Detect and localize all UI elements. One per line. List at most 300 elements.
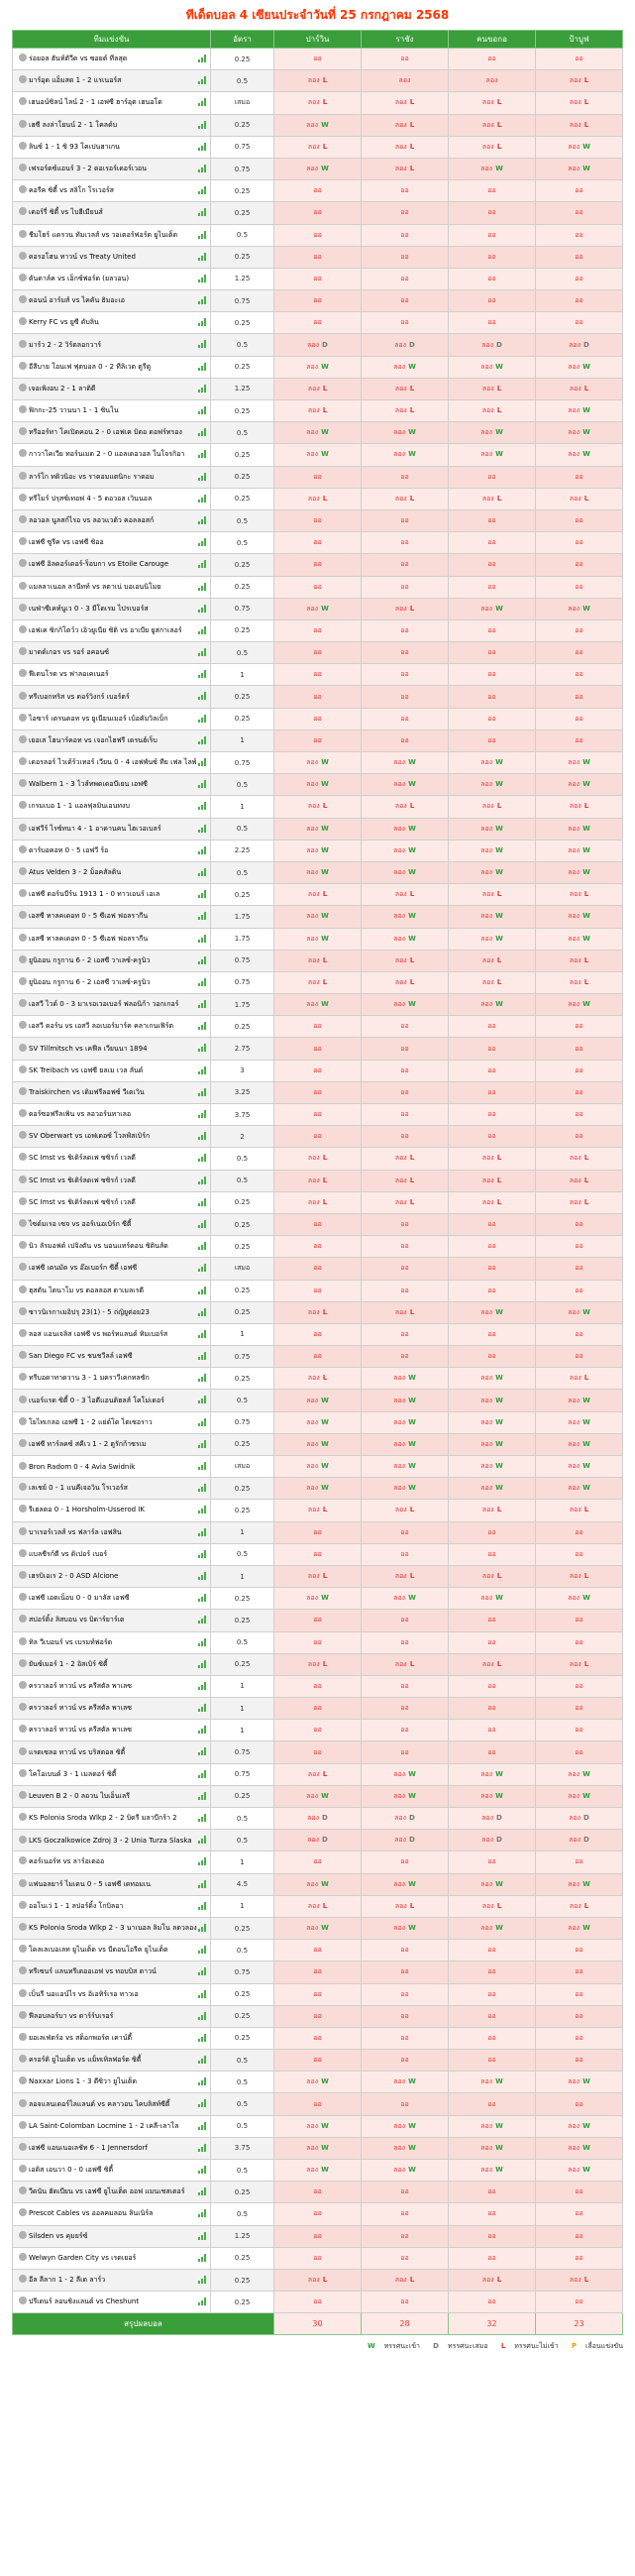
table-row xyxy=(13,576,623,598)
tipster-pick-cell xyxy=(274,1521,362,1543)
pick-result-badge: W xyxy=(321,1924,329,1933)
tipster-pick-cell xyxy=(362,1478,449,1500)
tipster-pick-cell xyxy=(449,1785,536,1807)
pick-text: ออ xyxy=(575,2231,583,2240)
tipster-pick-cell xyxy=(362,708,449,729)
pick-text: ลอง xyxy=(569,1572,582,1581)
tipster-pick-cell xyxy=(274,2115,362,2137)
team-logo-icon xyxy=(19,977,27,985)
table-row xyxy=(13,400,623,422)
tipster-pick-cell xyxy=(536,2005,623,2027)
tipster-pick-cell xyxy=(274,1851,362,1873)
match-cell xyxy=(13,444,211,466)
team-logo-icon xyxy=(19,1593,27,1601)
pick-result-badge: D xyxy=(322,340,328,349)
pick-text: ออ xyxy=(487,186,496,195)
tipster-pick-cell xyxy=(536,2182,623,2203)
tipster-pick-cell xyxy=(449,2115,536,2137)
pick-text: ออ xyxy=(400,1110,409,1119)
tipster-pick-cell xyxy=(449,49,536,70)
tipster-pick-cell xyxy=(362,1433,449,1455)
pick-result-badge: L xyxy=(583,1659,589,1668)
match-cell xyxy=(13,488,211,509)
tipster-pick-cell xyxy=(274,422,362,444)
pick-text: ออ xyxy=(487,1747,496,1756)
signal-bars-icon xyxy=(198,868,206,876)
match-name: เอสวี ดอร์น vs เอสวี ลอเบอร์มาร์ค คลาเกนเฟิร์ต xyxy=(29,1022,174,1031)
match-name: Naxxar Lions 1 - 3 ดีซิวา ยูไนเต็ด xyxy=(29,2077,138,2086)
tipster-pick-cell xyxy=(274,532,362,554)
pick-text: ลอง xyxy=(569,1197,582,1206)
pick-result-badge: W xyxy=(495,428,503,437)
tipster-pick-cell xyxy=(449,1280,536,1301)
pick-text: ออ xyxy=(313,186,322,195)
pick-text: ลอง xyxy=(394,802,407,811)
signal-bars-icon xyxy=(198,275,206,282)
pick-text: ลอง xyxy=(481,1836,494,1845)
signal-bars-icon xyxy=(198,2012,206,2020)
tipster-pick-cell xyxy=(536,1983,623,2005)
pick-result-badge: W xyxy=(408,1769,416,1778)
pick-text: ออ xyxy=(575,1857,583,1866)
match-cell xyxy=(13,1323,211,1345)
pick-text: ออ xyxy=(575,538,583,547)
pick-text: ลอง xyxy=(307,1769,320,1778)
pick-result-badge: D xyxy=(322,1814,328,1823)
pick-result-badge: W xyxy=(321,912,329,921)
tipster-pick-cell xyxy=(449,1478,536,1500)
pick-text: ลอง xyxy=(393,868,406,877)
match-cell xyxy=(13,1191,211,1213)
pick-text: ลอง xyxy=(307,1506,320,1514)
pick-text: ลอง xyxy=(480,2143,493,2152)
tipster-pick-cell xyxy=(362,1258,449,1280)
tipster-pick-cell xyxy=(362,1698,449,1720)
table-row xyxy=(13,642,623,664)
pick-result-badge: L xyxy=(496,1659,502,1668)
pick-text: ลอง xyxy=(568,604,581,613)
match-name: เจอเพิงอบ 2 - 1 ลาติดี xyxy=(29,384,96,392)
team-logo-icon xyxy=(19,2208,27,2216)
pick-text: ลอง xyxy=(569,98,582,107)
pick-text: ออ xyxy=(575,1132,583,1141)
pick-result-badge: L xyxy=(496,494,502,503)
team-logo-icon xyxy=(19,1263,27,1271)
match-cell xyxy=(13,400,211,422)
pick-text: ลอง xyxy=(568,780,581,789)
match-cell xyxy=(13,1411,211,1433)
pick-result-badge: W xyxy=(408,758,416,767)
match-name: ดอรอโฮน ทาวน์ vs Treaty United xyxy=(29,252,136,261)
tipster-pick-cell xyxy=(274,2203,362,2225)
match-name: แมลลาเนอล ลานีทท์ vs ลตาเน่ บอเอนนิโมย xyxy=(29,582,161,591)
table-row xyxy=(13,884,623,906)
tipster-pick-cell xyxy=(362,1543,449,1565)
tipster-pick-cell xyxy=(274,1016,362,1038)
pick-text: ออ xyxy=(400,208,409,217)
tipster-pick-cell xyxy=(536,1280,623,1301)
pick-result-badge: L xyxy=(496,955,502,964)
table-row xyxy=(13,1016,623,1038)
table-row xyxy=(13,1081,623,1103)
table-row xyxy=(13,1741,623,1763)
tipster-pick-cell xyxy=(449,268,536,289)
table-row xyxy=(13,1851,623,1873)
team-logo-icon xyxy=(19,1901,27,1909)
tipster-pick-cell xyxy=(449,906,536,928)
odds-cell: 0.25 xyxy=(211,1478,274,1500)
pick-text: ลอง xyxy=(394,1197,407,1206)
signal-bars-icon xyxy=(198,1088,206,1096)
odds-cell: 0.5 xyxy=(211,509,274,531)
tipster-pick-cell xyxy=(362,598,449,619)
tipster-pick-cell xyxy=(274,1895,362,1917)
tipster-pick-cell xyxy=(536,774,623,796)
signal-bars-icon xyxy=(198,165,206,172)
odds-cell: 0.5 xyxy=(211,1390,274,1411)
pick-text: ลอง xyxy=(569,977,582,986)
team-logo-icon xyxy=(19,97,27,105)
pick-text: ลอง xyxy=(306,604,319,613)
team-logo-icon xyxy=(19,185,27,193)
odds-cell: 0.5 xyxy=(211,224,274,246)
pick-result-badge: L xyxy=(496,120,502,129)
tipster-pick-cell xyxy=(274,1456,362,1478)
pick-result-badge: W xyxy=(495,912,503,921)
team-logo-icon xyxy=(19,362,27,370)
pick-text: ลอง xyxy=(393,450,406,459)
pick-text: ลอง xyxy=(306,428,319,437)
team-logo-icon xyxy=(19,494,27,502)
pick-text: ออ xyxy=(575,296,583,305)
pick-text: ลอง xyxy=(394,2276,407,2285)
odds-cell: 1 xyxy=(211,664,274,686)
pick-text: ออ xyxy=(487,2011,496,2020)
match-cell xyxy=(13,1565,211,1587)
signal-bars-icon xyxy=(198,208,206,216)
page-title: ทีเด็ดบอล 4 เซียนประจำวันที่ 25 กรกฎาคม 2568 xyxy=(185,8,450,22)
legend xyxy=(12,2341,623,2352)
tipster-pick-cell xyxy=(536,818,623,840)
signal-bars-icon xyxy=(198,406,206,414)
tipster-pick-cell xyxy=(274,1258,362,1280)
pick-text: ลอง xyxy=(307,1659,320,1668)
tipster-pick-cell xyxy=(362,840,449,861)
match-cell xyxy=(13,509,211,531)
pick-result-badge: W xyxy=(408,1000,416,1009)
tipster-pick-cell xyxy=(449,994,536,1016)
tipster-pick-cell xyxy=(536,488,623,509)
team-logo-icon xyxy=(19,1109,27,1117)
pick-text: ลอง xyxy=(480,1462,493,1471)
pick-result-badge: W xyxy=(408,780,416,789)
pick-result-badge: L xyxy=(322,1506,328,1514)
match-name: ดอร์ซอฟรีลเพิน vs ลอวอร์นทาเลอ xyxy=(29,1110,132,1119)
tipster-pick-cell xyxy=(536,158,623,179)
pick-text: ออ xyxy=(313,1857,322,1866)
pick-text: ลอง xyxy=(306,780,319,789)
pick-result-badge: W xyxy=(321,1462,329,1471)
signal-bars-icon xyxy=(198,296,206,304)
pick-text: ออ xyxy=(400,2099,409,2108)
pick-result-badge: W xyxy=(408,2077,416,2086)
tipster-pick-cell xyxy=(274,488,362,509)
tipster-pick-cell xyxy=(274,1478,362,1500)
pick-text: ออ xyxy=(575,2253,583,2262)
pick-text: ลอง xyxy=(393,1791,406,1800)
tipster-pick-cell xyxy=(536,796,623,818)
signal-bars-icon xyxy=(198,1747,206,1755)
match-cell xyxy=(13,224,211,246)
pick-text: ออ xyxy=(313,1637,322,1646)
pick-text: ลอง xyxy=(569,1374,582,1383)
pick-text: ออ xyxy=(400,1616,409,1624)
pick-result-badge: L xyxy=(409,494,415,503)
table-row xyxy=(13,1588,623,1610)
pick-result-badge: W xyxy=(321,1879,329,1888)
pick-result-badge: W xyxy=(321,428,329,437)
tipster-pick-cell xyxy=(274,1940,362,1961)
pick-text: ลอง xyxy=(307,1901,320,1910)
signal-bars-icon xyxy=(198,473,206,481)
match-name: ทรีเบอกทริส vs ดอร์วิงกร์ เบอร์ตร์ xyxy=(29,692,130,701)
match-name: เอฟซี ทาร์ลคซ์ สคีเว 1 - 2 ตูรักก้าซรเม xyxy=(29,1439,147,1448)
tipster-pick-cell xyxy=(536,840,623,861)
pick-text: ลอง xyxy=(307,406,320,415)
pick-text: ออ xyxy=(575,1967,583,1976)
pick-result-badge: W xyxy=(321,1417,329,1426)
tipster-pick-cell xyxy=(536,2027,623,2049)
table-row xyxy=(13,334,623,356)
odds-cell: 1 xyxy=(211,1675,274,1697)
tipster-pick-cell xyxy=(536,576,623,598)
tipster-pick-cell xyxy=(449,2225,536,2247)
pick-result-badge: W xyxy=(408,1439,416,1448)
pick-result-badge: L xyxy=(496,1176,502,1184)
tipster-pick-cell xyxy=(449,202,536,224)
tipster-pick-cell xyxy=(449,1653,536,1675)
pick-result-badge: L xyxy=(496,1901,502,1910)
pick-text: ออ xyxy=(313,296,322,305)
match-cell xyxy=(13,1280,211,1301)
table-row xyxy=(13,466,623,488)
odds-cell: 4.5 xyxy=(211,1873,274,1895)
table-row xyxy=(13,2093,623,2115)
odds-cell: 0.25 xyxy=(211,400,274,422)
pick-text: ลอง xyxy=(568,362,581,371)
team-logo-icon xyxy=(19,1176,27,1183)
pick-text: ลอง xyxy=(569,1154,582,1163)
pick-result-badge: D xyxy=(583,1814,589,1823)
match-cell xyxy=(13,971,211,993)
pick-text: ลอง xyxy=(306,868,319,877)
pick-text: ออ xyxy=(313,2209,322,2218)
table-row xyxy=(13,1346,623,1368)
team-logo-icon xyxy=(19,120,27,128)
pick-result-badge: D xyxy=(409,340,415,349)
pick-text: ออ xyxy=(575,2011,583,2020)
pick-text: ลอง xyxy=(569,1836,582,1845)
summary-total-1: 30 xyxy=(274,2313,362,2335)
pick-result-badge: L xyxy=(409,1307,415,1316)
tipster-pick-cell xyxy=(362,1456,449,1478)
pick-text: ออ xyxy=(400,670,409,679)
tipster-pick-cell xyxy=(449,664,536,686)
tipster-pick-cell xyxy=(362,686,449,708)
pick-result-badge: L xyxy=(322,494,328,503)
tipster-pick-cell xyxy=(274,1675,362,1697)
odds-cell: 0.5 xyxy=(211,2072,274,2093)
pick-text: ออ xyxy=(575,2099,583,2108)
match-cell xyxy=(13,70,211,92)
signal-bars-icon xyxy=(198,1198,206,1206)
odds-cell: 0.25 xyxy=(211,1368,274,1390)
tipster-pick-cell xyxy=(536,2203,623,2225)
tipster-pick-cell xyxy=(536,1411,623,1433)
tipster-pick-cell xyxy=(362,224,449,246)
tipster-pick-cell xyxy=(536,1390,623,1411)
tipster-pick-cell xyxy=(274,378,362,399)
match-name: รีเฮลตอ 0 - 1 Horsholm-Usserod IK xyxy=(29,1506,145,1514)
pick-text: ลอง xyxy=(306,824,319,833)
pick-text: ออ xyxy=(575,2056,583,2065)
match-name: เอฟซี ดอร์นบีร์น 1913 1 - 0 ทาวเอนร์ เอเล xyxy=(29,890,160,899)
match-name: บาเรอร์เวลส์ vs ฟลาร์ล เอฟสิน xyxy=(29,1527,122,1536)
pick-text: ออ xyxy=(313,1704,322,1713)
tipster-pick-cell xyxy=(536,729,623,751)
pick-text: ลอง xyxy=(480,362,493,371)
pick-result-badge: W xyxy=(495,1791,503,1800)
table-row xyxy=(13,1213,623,1235)
match-cell xyxy=(13,1258,211,1280)
pick-result-badge: L xyxy=(322,76,328,85)
pick-result-badge: W xyxy=(582,824,590,833)
pick-result-badge: L xyxy=(496,98,502,107)
signal-bars-icon xyxy=(198,1528,206,1536)
team-logo-icon xyxy=(19,75,27,83)
pick-text: ออ xyxy=(313,1946,322,1955)
pick-text: ลอง xyxy=(393,1374,406,1383)
pick-result-badge: L xyxy=(322,1307,328,1316)
signal-bars-icon xyxy=(198,2232,206,2240)
match-cell xyxy=(13,1060,211,1081)
tipster-pick-cell xyxy=(536,1698,623,1720)
match-cell xyxy=(13,1500,211,1521)
pick-text: ออ xyxy=(487,2231,496,2240)
pick-text: ลอง xyxy=(306,362,319,371)
pick-result-badge: L xyxy=(322,1901,328,1910)
tipster-pick-cell xyxy=(362,1411,449,1433)
pick-text: ออ xyxy=(400,2253,409,2262)
summary-total-4: 23 xyxy=(536,2313,623,2335)
pick-result-badge: L xyxy=(496,1197,502,1206)
tipster-pick-cell xyxy=(362,1323,449,1345)
match-name: มาร์ว 2 - 2 วิร์ตลอกวาร์ xyxy=(29,340,102,349)
pick-result-badge: L xyxy=(409,120,415,129)
match-cell xyxy=(13,576,211,598)
tipster-pick-cell xyxy=(362,1148,449,1170)
odds-cell: เสมอ xyxy=(211,92,274,114)
tipster-pick-cell xyxy=(449,1301,536,1323)
table-row xyxy=(13,488,623,509)
tipster-pick-cell xyxy=(274,971,362,993)
pick-result-badge: L xyxy=(409,1197,415,1206)
tipster-pick-cell xyxy=(362,1081,449,1103)
signal-bars-icon xyxy=(198,1660,206,1668)
pick-text: ลอง xyxy=(568,1000,581,1009)
tipster-pick-cell xyxy=(274,49,362,70)
tipster-pick-cell xyxy=(536,70,623,92)
pick-text: ออ xyxy=(487,560,496,569)
signal-bars-icon xyxy=(198,1924,206,1932)
pick-text: ออ xyxy=(313,1264,322,1273)
pick-text: ลอง xyxy=(569,802,582,811)
tipster-pick-cell xyxy=(449,334,536,356)
col-tipster-3: คนขอกอ xyxy=(449,31,536,49)
pick-result-badge: L xyxy=(322,955,328,964)
pick-result-badge: W xyxy=(495,868,503,877)
match-cell xyxy=(13,1368,211,1390)
pick-text: ลอง xyxy=(393,1594,406,1603)
odds-cell: 0.25 xyxy=(211,1016,274,1038)
tipster-pick-cell xyxy=(449,312,536,334)
pick-text: ออ xyxy=(487,2297,496,2306)
tipster-pick-cell xyxy=(536,1478,623,1500)
table-row xyxy=(13,114,623,136)
table-row xyxy=(13,840,623,861)
signal-bars-icon xyxy=(198,890,206,898)
match-name: อีล ลีลาก 1 - 2 ลีเด ลาร์ว xyxy=(29,2276,106,2285)
match-name: Welwyn Garden City vs เรดเยอร์ xyxy=(29,2253,137,2262)
pick-result-badge: W xyxy=(495,1374,503,1383)
table-row xyxy=(13,1808,623,1830)
match-cell xyxy=(13,92,211,114)
signal-bars-icon xyxy=(198,1550,206,1558)
tipster-pick-cell xyxy=(362,1565,449,1587)
match-cell xyxy=(13,1830,211,1851)
pick-text: ลอง xyxy=(306,758,319,767)
tipster-pick-cell xyxy=(274,400,362,422)
pick-text: ลอง xyxy=(569,384,582,392)
pick-text: ออ xyxy=(575,1704,583,1713)
tipster-pick-cell xyxy=(536,1610,623,1631)
pick-result-badge: W xyxy=(495,1924,503,1933)
table-row xyxy=(13,1698,623,1720)
signal-bars-icon xyxy=(198,1594,206,1602)
signal-bars-icon xyxy=(198,1857,206,1865)
tipster-pick-cell xyxy=(449,1961,536,1983)
pick-result-badge: W xyxy=(408,868,416,877)
pick-result-badge: W xyxy=(321,1594,329,1603)
pick-text: ลอง xyxy=(307,76,320,85)
pick-text: ลอง xyxy=(306,2077,319,2086)
odds-cell: 0.25 xyxy=(211,2269,274,2291)
tipster-pick-cell xyxy=(362,1675,449,1697)
match-cell xyxy=(13,928,211,950)
team-logo-icon xyxy=(19,1462,27,1470)
match-name: ฟีลอบลอร์บา vs ดาร์ร์บเรอร์ xyxy=(29,2011,114,2020)
signal-bars-icon xyxy=(198,340,206,348)
pick-result-badge: L xyxy=(583,1176,589,1184)
odds-cell: 0.5 xyxy=(211,422,274,444)
table-row xyxy=(13,619,623,641)
tipster-pick-cell xyxy=(362,729,449,751)
match-cell xyxy=(13,708,211,729)
team-logo-icon xyxy=(19,1703,27,1711)
pick-result-badge: W xyxy=(495,2121,503,2130)
tipster-pick-cell xyxy=(536,1631,623,1653)
pick-text: ออ xyxy=(313,2011,322,2020)
